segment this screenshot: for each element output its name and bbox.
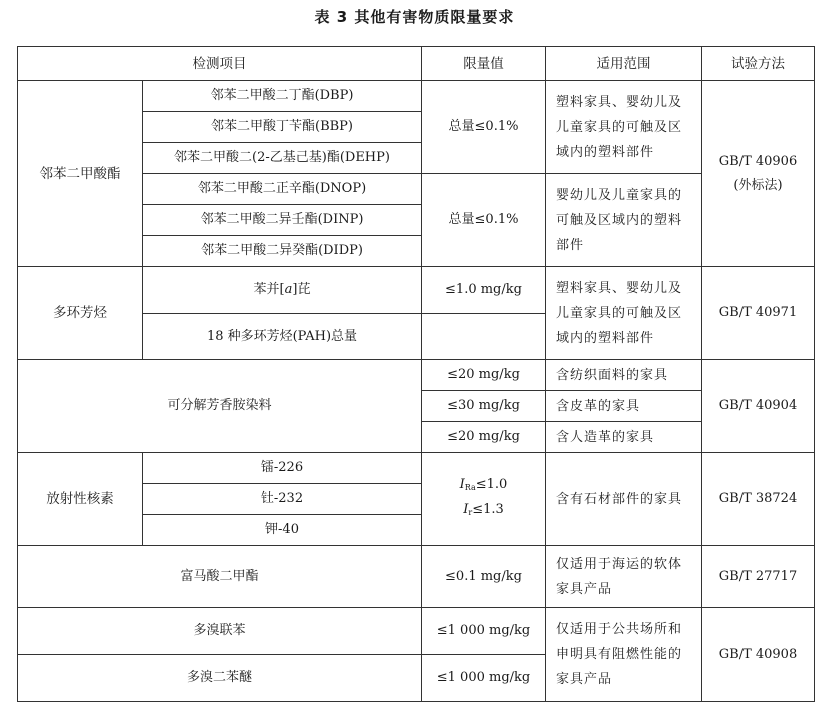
table-row xyxy=(18,608,815,655)
scope-azo-leather: 含皮革的家具 xyxy=(546,391,702,422)
item-dmf: 富马酸二甲酯 xyxy=(18,546,422,608)
item-bap: 苯并[a]芘 xyxy=(143,267,422,314)
limit-azo-leather: ≤30 mg/kg xyxy=(422,391,546,422)
limit-phthalates-g2: 总量≤0.1% xyxy=(422,174,546,267)
header-row xyxy=(18,47,815,81)
header-item: 检测项目 xyxy=(18,47,422,81)
limit-ira xyxy=(428,474,539,499)
item-bap-italic-a: a xyxy=(284,282,293,297)
scope-azo-textile: 含纺织面料的家具 xyxy=(546,360,702,391)
item-bbp: 邻苯二甲酸丁苄酯(BBP) xyxy=(143,112,422,143)
item-pbb: 多溴联苯 xyxy=(18,608,422,655)
scope-radionuclides: 含有石材部件的家具 xyxy=(546,453,702,546)
group-pah: 多环芳烃 xyxy=(18,267,143,360)
limit-ir-symbol: I xyxy=(463,502,469,517)
method-dmf: GB/T 27717 xyxy=(702,546,815,608)
limit-ira-sub: Ra xyxy=(464,483,476,492)
header-method: 试验方法 xyxy=(702,47,815,81)
table-row xyxy=(18,453,815,484)
item-dbp: 邻苯二甲酸二丁酯(DBP) xyxy=(143,81,422,112)
limit-ira-symbol: I xyxy=(459,477,465,492)
limit-azo-artificial-leather: ≤20 mg/kg xyxy=(422,422,546,453)
table-row xyxy=(18,267,815,314)
item-k40: 钾-40 xyxy=(143,515,422,546)
limit-radionuclides xyxy=(422,453,546,546)
method-bromine: GB/T 40908 xyxy=(702,608,815,702)
limit-ir xyxy=(428,499,539,524)
method-azo: GB/T 40904 xyxy=(702,360,815,453)
header-scope: 适用范围 xyxy=(546,47,702,81)
item-dehp: 邻苯二甲酸二(2-乙基己基)酯(DEHP) xyxy=(143,143,422,174)
header-limit: 限量值 xyxy=(422,47,546,81)
scope-pah: 塑料家具、婴幼儿及儿童家具的可触及区域内的塑料部件 xyxy=(546,267,702,360)
method-radionuclides: GB/T 38724 xyxy=(702,453,815,546)
table-title: 表 3 其他有害物质限量要求 xyxy=(314,8,515,26)
method-phthalates-code: GB/T 40906 xyxy=(718,153,798,169)
table-row xyxy=(18,546,815,608)
scope-azo-artificial-leather: 含人造革的家具 xyxy=(546,422,702,453)
item-th232: 钍-232 xyxy=(143,484,422,515)
method-phthalates-note: (外标法) xyxy=(733,177,783,193)
item-azo: 可分解芳香胺染料 xyxy=(18,360,422,453)
limit-ira-value: ≤1.0 xyxy=(475,477,508,492)
item-dinp: 邻苯二甲酸二异壬酯(DINP) xyxy=(143,205,422,236)
limit-pbde: ≤1 000 mg/kg xyxy=(422,655,546,702)
item-ra226: 镭-226 xyxy=(143,453,422,484)
limit-ir-sub: r xyxy=(468,508,473,517)
limit-ir-value: ≤1.3 xyxy=(472,502,504,517)
item-pah-total: 18 种多环芳烃(PAH)总量 xyxy=(143,314,422,360)
group-radionuclides: 放射性核素 xyxy=(18,453,143,546)
scope-phthalates-g1: 塑料家具、婴幼儿及儿童家具的可触及区域内的塑料部件 xyxy=(546,81,702,174)
item-dnop: 邻苯二甲酸二正辛酯(DNOP) xyxy=(143,174,422,205)
item-didp: 邻苯二甲酸二异癸酯(DIDP) xyxy=(143,236,422,267)
limit-dmf: ≤0.1 mg/kg xyxy=(422,546,546,608)
table-row xyxy=(18,360,815,391)
method-phthalates xyxy=(702,81,815,267)
group-phthalates: 邻苯二甲酸酯 xyxy=(18,81,143,267)
limit-pbb: ≤1 000 mg/kg xyxy=(422,608,546,655)
limit-phthalates-g1: 总量≤0.1% xyxy=(422,81,546,174)
method-pah: GB/T 40971 xyxy=(702,267,815,360)
item-pbde: 多溴二苯醚 xyxy=(18,655,422,702)
limit-bap: ≤1.0 mg/kg xyxy=(422,267,546,314)
table-row xyxy=(18,81,815,112)
scope-phthalates-g2: 婴幼儿及儿童家具的可触及区域内的塑料部件 xyxy=(546,174,702,267)
scope-bromine: 仅适用于公共场所和申明具有阻燃性能的家具产品 xyxy=(546,608,702,702)
scope-dmf: 仅适用于海运的软体家具产品 xyxy=(546,546,702,608)
limit-azo-textile: ≤20 mg/kg xyxy=(422,360,546,391)
limit-table xyxy=(17,46,815,702)
